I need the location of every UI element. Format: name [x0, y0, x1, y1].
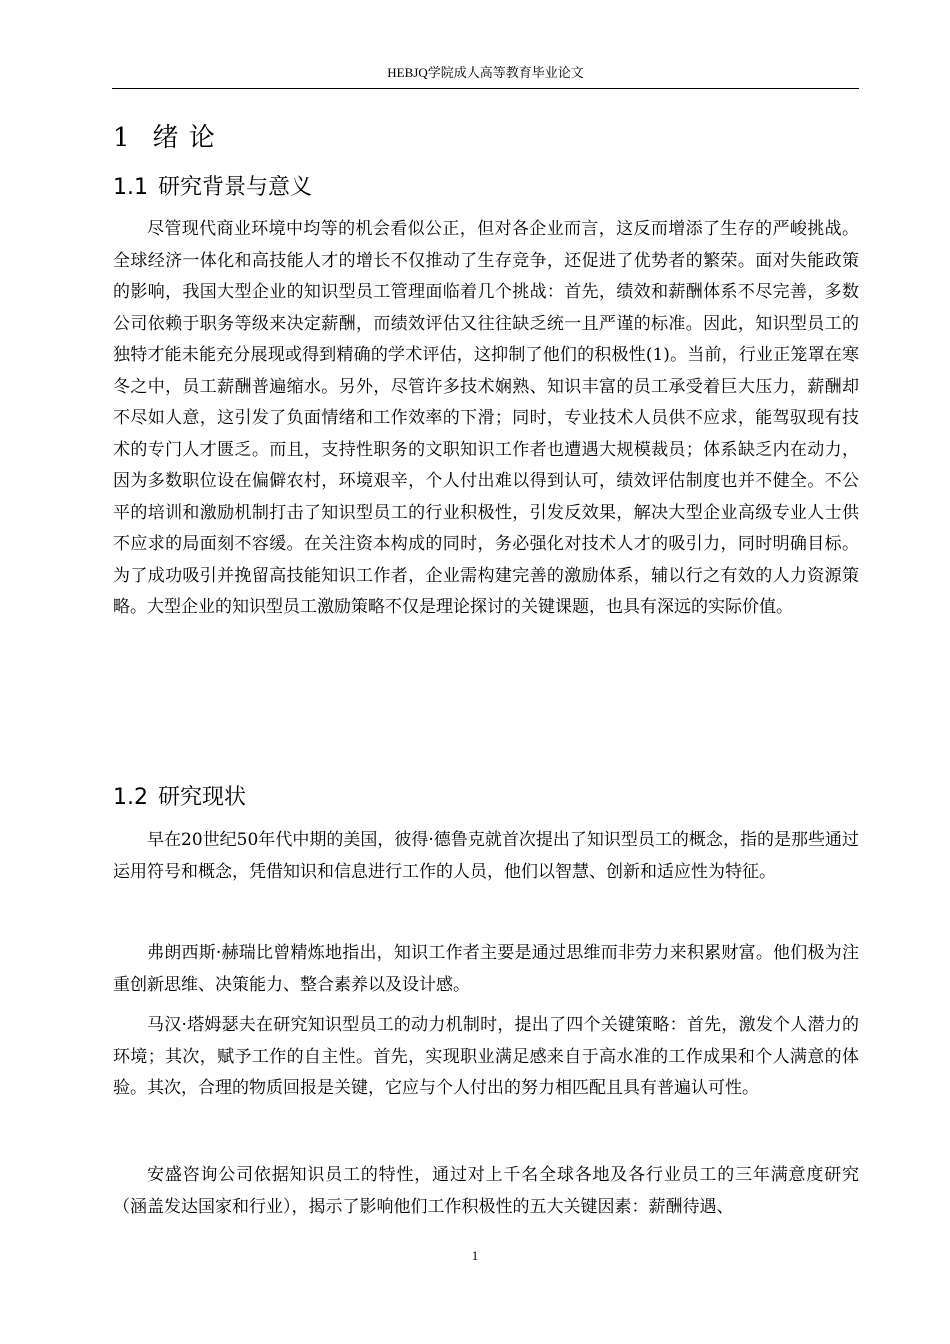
page-number: 1: [471, 1248, 479, 1263]
paragraph-drucker: 早在20世纪50年代中期的美国，彼得·德鲁克就首次提出了知识型员工的概念，指的是那些通过运用符号和概念，凭借知识和信息进行工作的人员，他们以智慧、创新和适应性为特征。: [113, 830, 859, 882]
paragraph-horibe: 弗朗西斯·赫瑞比曾精炼地指出，知识工作者主要是通过思维而非劳力来积累财富。他们极为注重创新思维、决策能力、整合素养以及设计感。: [113, 943, 859, 995]
running-header: HEBJQ学院成人高等教育毕业论文: [387, 65, 584, 80]
paragraph-background: 尽管现代商业环境中均等的机会看似公正，但对各企业而言，这反而增添了生存的严峻挑战。全球经济一体化和高技能人才的增长不仅推动了生存竞争，还促进了优势者的繁荣。面对失能政策的影响，我国大型企业的知识型员工管理面临着几个挑战：首先，绩效和薪酬体系不尽完善，多数公司依赖于职务等级来决定薪酬，而绩效评估又往往缺乏统一且严谨的标准。因此，知识型员工的独特才能未能充分展现或得到精确的学术评估，这抑制了他们的积极性(1)。当前，行业正笼罩在寒冬之中，员工薪酬普遍缩水。另外，尽管许多技术娴熟、知识丰富的员工承受着巨大压力，薪酬却不尽如人意，这引发了负面情绪和工作效率的下滑；同时，专业技术人员供不应求，能驾驭现有技术的专门人才匮乏。而且，支持性职务的文职知识工作者也遭遇大规模裁员；体系缺乏内在动力，因为多数职位设在偏僻农村，环境艰辛，个人付出难以得到认可，绩效评估制度也并不健全。不公平的培训和激励机制打击了知识型员工的行业积极性，引发反效果，解决大型企业高级专业人士供不应求的局面刻不容缓。在关注资本构成的同时，务必强化对技术人才的吸引力，同时明确目标。为了成功吸引并挽留高技能知识工作者，企业需构建完善的激励体系，辅以行之有效的人力资源策略。大型企业的知识型员工激励策略不仅是理论探讨的关键课题，也具有深远的实际价值。: [113, 219, 859, 617]
chapter-heading: 绪 论: [152, 123, 216, 153]
section-heading-1-1: [113, 172, 312, 204]
chapter-title: [113, 120, 216, 156]
section-number: 1.2: [113, 785, 148, 810]
chapter-number: 1: [113, 123, 131, 153]
section-heading-1-2: [113, 782, 246, 814]
paragraph-accenture: 安盛咨询公司依据知识员工的特性，通过对上千名全球各地及各行业员工的三年满意度研究（涵盖发达国家和行业），揭示了影响他们工作积极性的五大关键因素：薪酬待遇、: [113, 1165, 859, 1217]
section-title-text: 研究现状: [158, 785, 247, 810]
header-rule: [112, 88, 859, 89]
paragraph-tampoe: 马汉·塔姆瑟夫在研究知识型员工的动力机制时，提出了四个关键策略：首先，激发个人潜力的环境；其次，赋予工作的自主性。首先，实现职业满足感来自于高水准的工作成果和个人满意的体验。其次，合理的物质回报是关键，它应与个人付出的努力相匹配且具有普遍认可性。: [113, 1015, 859, 1098]
section-title-text: 研究背景与意义: [158, 175, 313, 200]
section-number: 1.1: [113, 175, 148, 200]
